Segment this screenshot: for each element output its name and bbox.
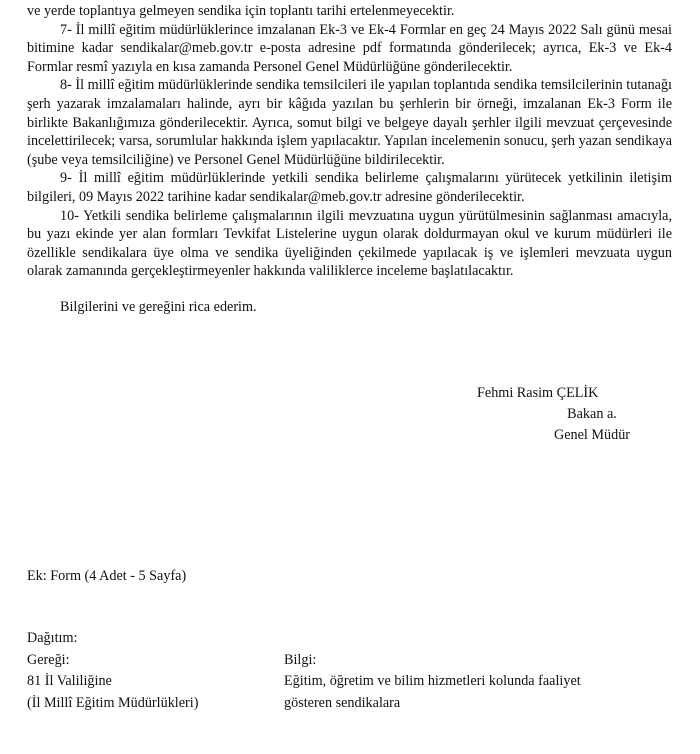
paragraph-continuation: ve yerde toplantıya gelmeyen sendika için toplantı tarihi ertelenmeyecektir.: [27, 3, 455, 19]
signature-block: [477, 383, 667, 446]
paragraph-item-10: 10- Yetkili sendika belirleme çalışmalarının ilgili mevzuatına uygun yürütülmesinin sağlanması amacıyla, bu yazı ekinde yer alan formları Tevkifat Listelerine uygun olarak doldurmayan okul ve kurum müdürleri ile özellikle sendikalara üye olma ve sendika üyeliğinden çekilmede yapılacak iş ve işlemleri mevzuata uygun olarak zamanında gerçekleştirmeyenler hakkında valiliklerce inceleme başlatılacaktır.: [27, 207, 672, 280]
signatory-name: Fehmi Rasim ÇELİK: [477, 385, 599, 401]
distribution-action-column: [27, 650, 284, 715]
distribution-info-column: [284, 650, 672, 715]
distribution-info-label: Bilgi:: [284, 651, 317, 668]
distribution-heading: Dağıtım:: [27, 630, 78, 646]
distribution-columns: [27, 650, 672, 715]
distribution-action-line-1: 81 İl Valiliğine: [27, 673, 112, 689]
paragraph-item-7: 7- İl millî eğitim müdürlüklerince imzalanan Ek-3 ve Ek-4 Formlar en geç 24 Mayıs 2022 Salı günü mesai bitimine kadar sendikalar@meb.gov.tr e-posta adresine pdf formatında gönderilecek; ayrıca, Ek-3 ve Ek-4 Formlar resmî yazıyla en kısa zamanda Personel Genel Müdürlüğüne gönderilecektir.: [27, 21, 672, 75]
distribution-action-line-2: (İl Millî Eğitim Müdürlükleri): [27, 694, 199, 711]
distribution-info-line-2: gösteren sendikalara: [284, 694, 401, 711]
distribution-action-label: Gereği:: [27, 651, 70, 668]
document-body: [27, 0, 672, 317]
signatory-role: Genel Müdür: [553, 427, 631, 443]
signatory-title: Bakan a.: [567, 406, 617, 422]
paragraph-item-8: 8- İl millî eğitim müdürlüklerinde sendika temsilcileri ile yapılan toplantıda sendika temsilcilerinin tutanağı şerh yazarak imzalamaları halinde, ayrı bir kâğıda yazılan bu şerhlerin bir örneği, imzalanan Ek-3 Form ile birlikte Bakanlığımıza gönderilecektir. Ayrıca, somut bilgi ve belgeye dayalı şerhler ilgili mevzuat çerçevesinde incelettirilecek; varsa, sorumlular hakkında işlem yapılacaktır. Yapılan incelemenin sonucu, şerh yazan sendikaya (şube veya temsilciliğine) ve Personel Genel Müdürlüğüne bildirilecektir.: [27, 77, 672, 168]
distribution-info-line-1: Eğitim, öğretim ve bilim hizmetleri kolunda faaliyet: [284, 673, 581, 689]
attachment-note: Ek: Form (4 Adet - 5 Sayfa): [27, 568, 187, 584]
closing-sentence: Bilgilerini ve gereğini rica ederim.: [60, 298, 257, 315]
paragraph-item-9: 9- İl millî eğitim müdürlüklerinde yetkili sendika belirleme çalışmalarını yürütecek yetkilinin iletişim bilgileri, 09 Mayıs 2022 tarihine kadar sendikalar@meb.gov.tr adresine gönderilecektir.: [27, 170, 672, 205]
distribution-block: [27, 628, 672, 714]
